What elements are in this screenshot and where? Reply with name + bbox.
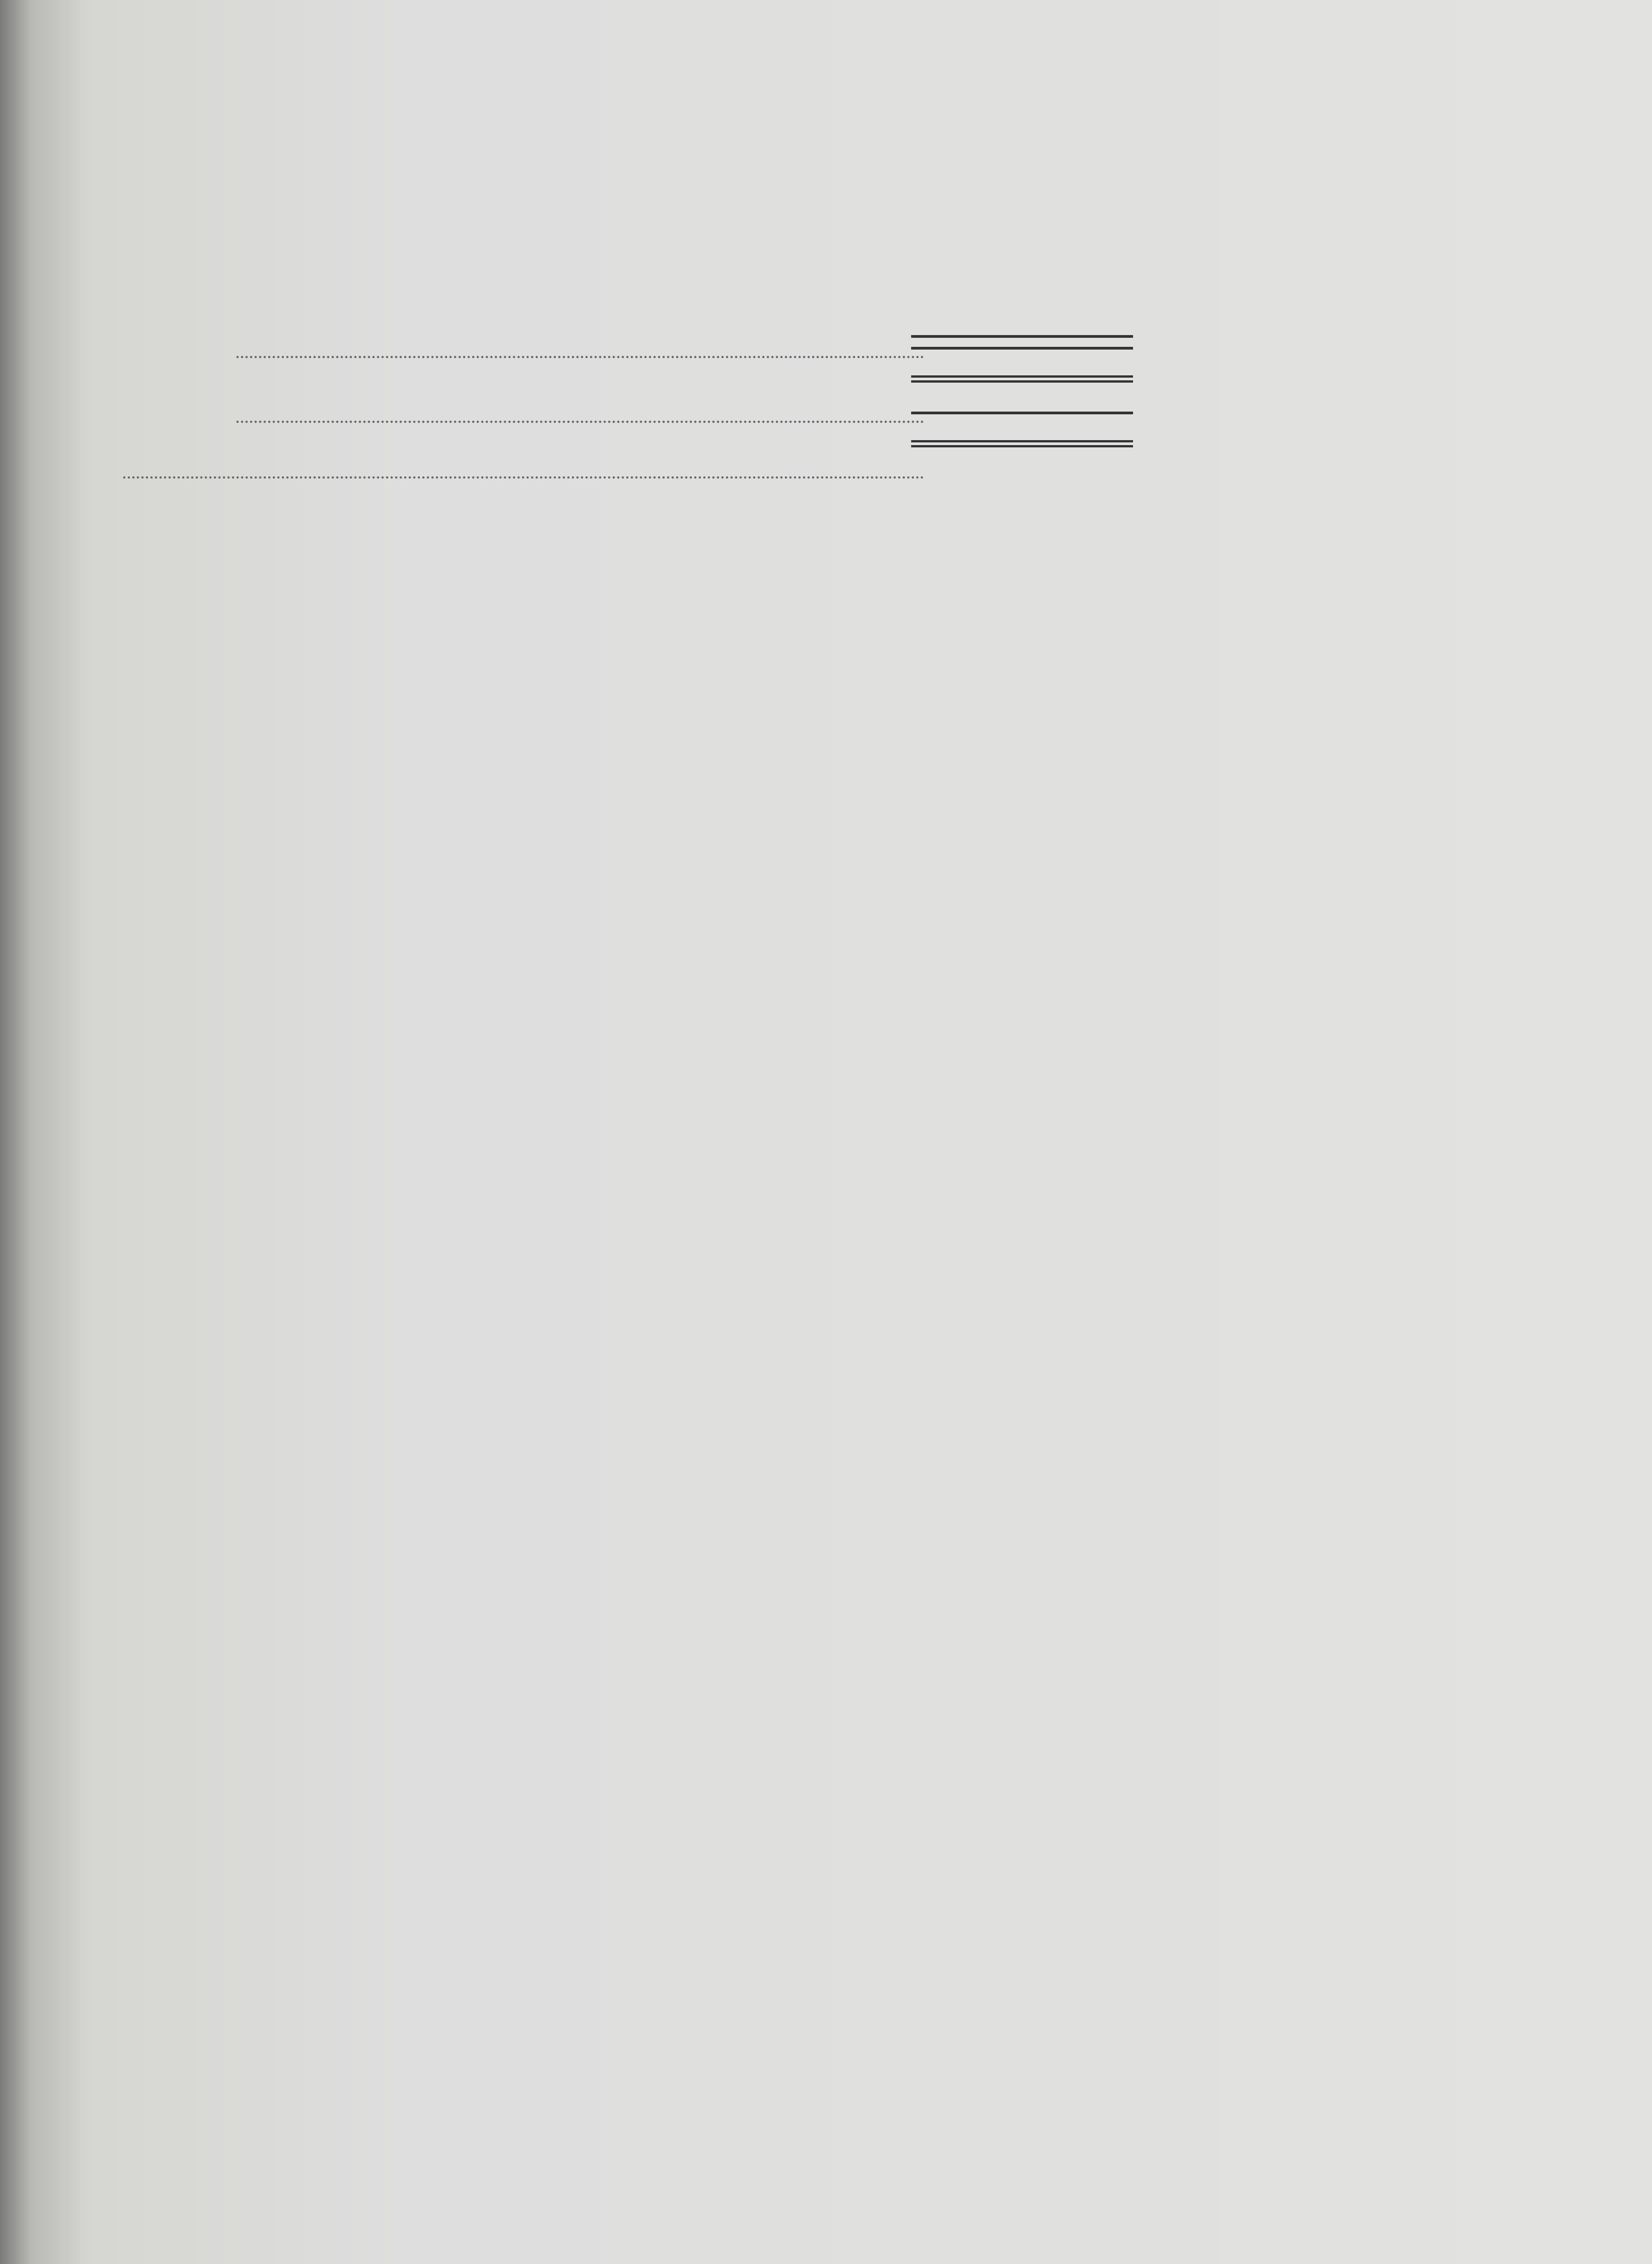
leader-dots	[123, 476, 924, 479]
section-total-rule	[911, 412, 1133, 414]
double-rule	[911, 375, 1133, 383]
leader-dots	[236, 356, 924, 358]
main-column	[119, 326, 1133, 500]
leader-dots	[236, 421, 924, 423]
geodesia-total	[119, 421, 1133, 431]
total-rule	[911, 347, 1133, 350]
double-rule	[911, 440, 1133, 447]
correos-grand-total	[119, 356, 1133, 366]
subtotal-rule	[911, 335, 1133, 338]
running-header	[213, 245, 1164, 283]
repairs-item	[119, 476, 1133, 487]
